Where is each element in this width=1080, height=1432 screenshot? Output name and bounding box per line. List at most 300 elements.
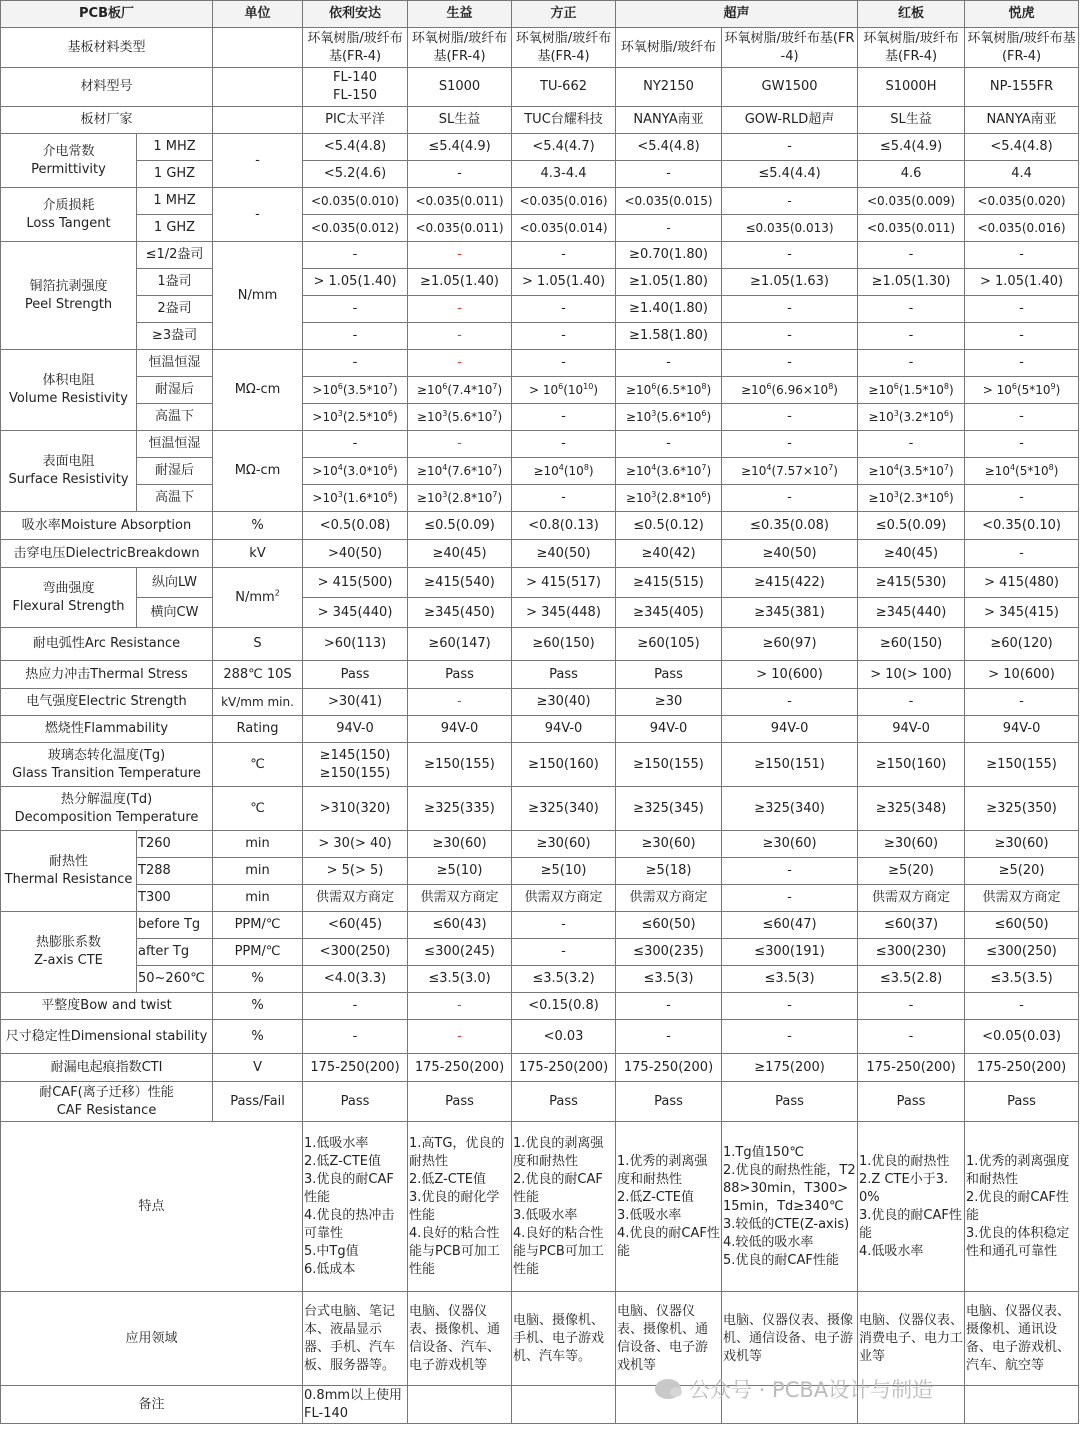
col-header-m7: 悦虎 [965,1,1079,28]
cell: 电脑、仪器仪表、摄像机、通讯设备、电子游戏机、汽车、航空等 [965,1292,1079,1386]
cell: - [303,993,408,1020]
row-tr-t288 [1,858,1079,885]
sub-label: T288 [137,858,213,885]
cell: - [722,242,858,269]
cell: GOW-RLD超声 [722,107,858,134]
cell: Pass [858,1082,965,1122]
sub-label: after Tg [137,939,213,966]
cell: 94V-0 [408,716,512,743]
cell: > $10^6(10^{10})$ [512,377,616,404]
cell: Pass [965,1082,1079,1122]
cell: - [858,993,965,1020]
cell: ≥325(348) [858,787,965,831]
cell: 电脑、仪器仪表、摄像机、通信设备、电子游戏机等 [722,1292,858,1386]
cell: ≥5(10) [512,858,616,885]
cell: >40(50) [303,540,408,568]
row-tr-t260 [1,831,1079,858]
cell: 供需双方商定 [408,885,512,912]
cell: <0.035(0.012) [303,215,408,242]
row-label: 耐热性 Thermal Resistance [1,831,137,912]
cell: 供需双方商定 [965,885,1079,912]
sub-label: T260 [137,831,213,858]
sub-label: 横向CW [137,598,213,628]
cell [858,1386,965,1424]
cell: 供需双方商定 [616,885,722,912]
row-peel-1oz [1,269,1079,296]
cell: - [616,1020,722,1054]
cell: 环氧树脂/玻纤布基(FR-4) [858,28,965,68]
row-loss-1mhz [1,188,1079,215]
cell: Pass [512,1082,616,1122]
cell: >310(320) [303,787,408,831]
unit-cell: Rating [213,716,303,743]
cell: GW1500 [722,68,858,107]
cell: - [408,993,512,1020]
row-label: 耐CAF(离子迁移）性能 CAF Resistance [1,1082,213,1122]
cell: > 1.05(1.40) [512,269,616,296]
unit-cell: ℃ [213,787,303,831]
unit-cell: min [213,831,303,858]
cell: - [408,161,512,188]
cell: $>10^4(3.0*10^6)$ [303,458,408,485]
cell: ≤300(235) [616,939,722,966]
row-moisture [1,512,1079,540]
cell: - [408,431,512,458]
sub-label: 高温下 [137,404,213,431]
col-header-m6: 红板 [858,1,965,28]
row-label: 介电常数 Permittivity [1,134,137,188]
row-cti [1,1054,1079,1082]
sub-label: 耐湿后 [137,377,213,404]
row-label: 耐电弧性Arc Resistance [1,628,213,661]
row-perm-1ghz [1,161,1079,188]
cell: <0.035(0.011) [408,215,512,242]
unit-cell [213,568,303,628]
unit-cell: PPM/℃ [213,939,303,966]
cell: $\ge 10^6(1.5*10^8)$ [858,377,965,404]
cell: <0.035(0.016) [512,188,616,215]
cell: - [616,431,722,458]
cell: <5.4(4.8) [303,134,408,161]
cell: - [722,350,858,377]
row-electric-strength [1,689,1079,716]
cell: > 5(> 5) [303,858,408,885]
row-label: 体积电阻 Volume Resistivity [1,350,137,431]
cell: ≥40(45) [408,540,512,568]
unit-sup: 2 [274,588,280,598]
row-label: 尺寸稳定性Dimensional stability [1,1020,213,1054]
cell: 0.8mm以上使用FL-140 [303,1386,408,1424]
cell: $\ge 10^4(7.6*10^7)$ [408,458,512,485]
cell: - [408,350,512,377]
cell: - [408,242,512,269]
cell [213,68,303,107]
cell: $>10^6(3.5*10^7)$ [303,377,408,404]
row-label: 板材厂家 [1,107,213,134]
cell: - [858,431,965,458]
unit-cell: kV [213,540,303,568]
cell: - [512,296,616,323]
cell: ≤0.035(0.013) [722,215,858,242]
cell: 94V-0 [965,716,1079,743]
cell: <5.4(4.8) [616,134,722,161]
sub-label: 高温下 [137,485,213,512]
unit-cell: 288℃ 10S [213,661,303,689]
unit-cell: min [213,858,303,885]
cell: ≥325(340) [512,787,616,831]
cell: - [722,431,858,458]
cell: - [512,242,616,269]
row-label: 介质损耗 Loss Tangent [1,188,137,242]
cell: <0.035(0.020) [965,188,1079,215]
cell: 1.优良的耐热性 2.Z CTE小于3.0% 3.优良的耐CAF性能 4.低吸水率 [858,1122,965,1292]
cell: ≤300(191) [722,939,858,966]
cell: <5.4(4.7) [512,134,616,161]
row-flex-lw [1,568,1079,598]
cell: <0.035(0.009) [858,188,965,215]
cell: 4.6 [858,161,965,188]
cell: ≥1.05(1.80) [616,269,722,296]
cell: $\ge 10^3(5.6*10^7)$ [408,404,512,431]
row-flammability [1,716,1079,743]
cell: $\ge 10^3(3.2*10^6)$ [858,404,965,431]
cell: - [303,431,408,458]
cell: ≥60(120) [965,628,1079,661]
cell: - [965,540,1079,568]
unit-cell: N/mm [213,242,303,350]
cell: ≥345(381) [722,598,858,628]
row-label: 热应力冲击Thermal Stress [1,661,213,689]
cell: ≤300(245) [408,939,512,966]
unit-cell: PPM/℃ [213,912,303,939]
row-perm-1mhz [1,134,1079,161]
cell: 94V-0 [303,716,408,743]
cell: - [722,1020,858,1054]
sub-label: 1 GHZ [137,161,213,188]
cell: - [965,323,1079,350]
sub-label: ≥3盎司 [137,323,213,350]
cell: > 10(600) [722,661,858,689]
cell: <0.035(0.010) [303,188,408,215]
cell: 175-250(200) [965,1054,1079,1082]
cell: ≥345(450) [408,598,512,628]
cell: > 415(517) [512,568,616,598]
cell: 1.优秀的剥离强度和耐热性 2.优良的耐CAF性能 3.优良的体积稳定性和通孔可靠性 [965,1122,1079,1292]
cell: 电脑、仪器仪表、摄像机、通信设备、汽车、电子游戏机等 [408,1292,512,1386]
row-dimensional [1,1020,1079,1054]
cell: 环氧树脂/玻纤布基(FR-4) [512,28,616,68]
cell: 环氧树脂/玻纤布基(FR-4) [408,28,512,68]
cell: - [303,323,408,350]
unit-cell: Pass/Fail [213,1082,303,1122]
cell: ≤60(50) [965,912,1079,939]
cell: - [965,485,1079,512]
cell: Pass [616,661,722,689]
cell: - [722,188,858,215]
row-notes [1,1386,1079,1424]
cell: $\ge 10^4(3.6*10^7)$ [616,458,722,485]
unit-cell: % [213,1020,303,1054]
cell: 175-250(200) [408,1054,512,1082]
row-label: 热分解温度(Td) Decomposition Temperature [1,787,213,831]
row-vol-const [1,350,1079,377]
unit-cell: S [213,628,303,661]
row-label: 铜箔抗剥强度 Peel Strength [1,242,137,350]
cell: ≥30(60) [616,831,722,858]
cell: 94V-0 [512,716,616,743]
cell: ≤300(230) [858,939,965,966]
cell: $\ge 10^4(5*10^8)$ [965,458,1079,485]
cell: 环氧树脂/玻纤布 [616,28,722,68]
cell: - [722,134,858,161]
cell: - [616,161,722,188]
cell: 供需双方商定 [858,885,965,912]
cell: ≤5.4(4.9) [858,134,965,161]
row-peel-3oz [1,323,1079,350]
cell: ≥150(155) [616,743,722,787]
cell: $\ge 10^3(5.6*10^6)$ [616,404,722,431]
cell: - [303,1020,408,1054]
cell: - [722,689,858,716]
cell: ≤0.35(0.08) [722,512,858,540]
cell: $\ge 10^4(7.57\times 10^7)$ [722,458,858,485]
cell: <0.035(0.011) [408,188,512,215]
cell: S1000 [408,68,512,107]
cell: ≥415(422) [722,568,858,598]
col-header-m1: 依利安达 [303,1,408,28]
cell: - [512,485,616,512]
cell: - [965,404,1079,431]
cell: ≥60(147) [408,628,512,661]
cell: > 30(> 40) [303,831,408,858]
row-peel-2oz [1,296,1079,323]
cell: > 1.05(1.40) [303,269,408,296]
row-label: 特点 [1,1122,303,1292]
row-caf [1,1082,1079,1122]
cell: - [965,689,1079,716]
cell: ≥5(20) [858,858,965,885]
cell: ≥415(530) [858,568,965,598]
cell: ≥60(97) [722,628,858,661]
row-cte-range [1,966,1079,993]
cell: ≥40(45) [858,540,965,568]
cell: ≥415(540) [408,568,512,598]
cell: ≤60(43) [408,912,512,939]
cell: <0.8(0.13) [512,512,616,540]
col-header-m2: 生益 [408,1,512,28]
cell: ≥150(151) [722,743,858,787]
row-loss-1ghz [1,215,1079,242]
cell: ≤3.5(3.5) [965,966,1079,993]
cell [213,107,303,134]
cell: > 345(440) [303,598,408,628]
cell: 175-250(200) [512,1054,616,1082]
row-breakdown [1,540,1079,568]
cell: $\ge 10^3(2.8*10^6)$ [616,485,722,512]
row-peel-half [1,242,1079,269]
cell: - [858,323,965,350]
row-applications [1,1292,1079,1386]
cell: ≤0.5(0.12) [616,512,722,540]
row-label: 应用领域 [1,1292,303,1386]
cell: 94V-0 [616,716,722,743]
cell: 环氧树脂/玻纤布基(FR-4) [722,28,858,68]
cell: $\ge 10^6(6.96\times 10^8)$ [722,377,858,404]
sub-label: ≤1/2盎司 [137,242,213,269]
cell [512,1386,616,1424]
cell: - [303,350,408,377]
cell: S1000H [858,68,965,107]
row-td [1,787,1079,831]
cell: <0.035(0.015) [616,188,722,215]
cell: $\ge 10^4(10^8)$ [512,458,616,485]
cell: ≤0.5(0.09) [408,512,512,540]
cell: 供需双方商定 [303,885,408,912]
cell: 1.Tg值150℃ 2.优良的耐热性能，T288>30min，T300>15min，Td≥340℃ 3.较低的CTE(Z-axis) 4.较低的吸水率 5.优良的耐CAF性能 [722,1122,858,1292]
cell: - [722,858,858,885]
cell: ≥0.70(1.80) [616,242,722,269]
row-label: 耐漏电起痕指数CTI [1,1054,213,1082]
cell: ≥325(345) [616,787,722,831]
cell: ≥5(18) [616,858,722,885]
cell: > 415(480) [965,568,1079,598]
sub-label: 恒温恒湿 [137,431,213,458]
cell: - [408,689,512,716]
watermark-text: 公众号 · PCBA设计与制造 [689,1378,934,1402]
cell: ≥30(60) [512,831,616,858]
cell: FL-140 FL-150 [303,68,408,107]
unit-cell: min [213,885,303,912]
cell: - [303,296,408,323]
unit-cell: V [213,1054,303,1082]
cell: - [408,296,512,323]
cell: NY2150 [616,68,722,107]
cell: ≥30(60) [408,831,512,858]
cell [965,1386,1079,1424]
row-label: 材料型号 [1,68,213,107]
cell: ≥30(60) [722,831,858,858]
cell: ≥30(60) [858,831,965,858]
row-vol-hot [1,404,1079,431]
cell: ≤300(250) [965,939,1079,966]
row-arc [1,628,1079,661]
sub-label: T300 [137,885,213,912]
cell: 环氧树脂/玻纤布基(FR-4) [965,28,1079,68]
cell: 电脑、仪器仪表、消费电子、电力工业等 [858,1292,965,1386]
cell: Pass [512,661,616,689]
cell: $>10^3(1.6*10^6)$ [303,485,408,512]
unit-cell: - [213,134,303,188]
cell: 电脑、仪器仪表、摄像机、通信设备、电子游戏机等 [616,1292,722,1386]
sub-label: 2盎司 [137,296,213,323]
cell: <0.15(0.8) [512,993,616,1020]
cell: - [965,350,1079,377]
unit-cell: MΩ-cm [213,431,303,512]
row-features [1,1122,1079,1292]
row-label: 玻璃态转化温度(Tg) Glass Transition Temperature [1,743,213,787]
cell: - [722,885,858,912]
row-label: 平整度Bow and twist [1,993,213,1020]
cell: $>10^3(2.5*10^6)$ [303,404,408,431]
unit-cell: MΩ-cm [213,350,303,431]
cell: NP-155FR [965,68,1079,107]
row-maker [1,107,1079,134]
cell: ≥345(405) [616,598,722,628]
cell: - [965,296,1079,323]
cell: <300(250) [303,939,408,966]
col-header-unit: 单位 [213,1,303,28]
cell: ≥1.05(1.63) [722,269,858,296]
row-tr-t300 [1,885,1079,912]
cell: 4.3-4.4 [512,161,616,188]
cell: NANYA南亚 [616,107,722,134]
cell: - [303,242,408,269]
cell: - [722,993,858,1020]
cell: 175-250(200) [303,1054,408,1082]
cell: ≥1.05(1.40) [408,269,512,296]
cell: - [616,215,722,242]
cell: <4.0(3.3) [303,966,408,993]
cell: ≤5.4(4.4) [722,161,858,188]
cell: 供需双方商定 [512,885,616,912]
cell: 175-250(200) [616,1054,722,1082]
cell: ≥30 [616,689,722,716]
cell: - [722,296,858,323]
row-tg [1,743,1079,787]
cell: - [722,404,858,431]
cell: Pass [408,661,512,689]
cell: ≥30(40) [512,689,616,716]
cell: 4.4 [965,161,1079,188]
cell: <0.5(0.08) [303,512,408,540]
cell: ≥145(150) ≥150(155) [303,743,408,787]
cell: > 10(600) [965,661,1079,689]
cell: >60(113) [303,628,408,661]
cell: > 1.05(1.40) [965,269,1079,296]
cell: 1.优秀的剥离强度和耐热性 2.低Z-CTE值 3.低吸水率 4.优良的耐CAF性能 [616,1122,722,1292]
row-cte-after [1,939,1079,966]
cell: >30(41) [303,689,408,716]
sub-label: 1 GHZ [137,215,213,242]
cell: $\ge 10^3(2.3*10^6)$ [858,485,965,512]
cell: - [858,1020,965,1054]
cell: 175-250(200) [858,1054,965,1082]
row-bow [1,993,1079,1020]
row-model [1,68,1079,107]
cell: - [722,323,858,350]
cell: - [512,912,616,939]
row-label: 热膨胀系数 Z-axis CTE [1,912,137,993]
unit-cell: % [213,993,303,1020]
cell: ≤60(50) [616,912,722,939]
cell: ≥325(340) [722,787,858,831]
cell: <5.4(4.8) [965,134,1079,161]
cell: - [512,939,616,966]
cell: ≥60(105) [616,628,722,661]
cell: ≥5(10) [408,858,512,885]
row-label: 燃烧性Flammability [1,716,213,743]
cell: ≤60(47) [722,912,858,939]
cell: 台式电脑、笔记本、液晶显示器、手机、汽车板、服务器等。 [303,1292,408,1386]
cell [616,1386,722,1424]
row-label: 电气强度Electric Strength [1,689,213,716]
row-label: 基板材料类型 [1,28,213,68]
cell: ≤5.4(4.9) [408,134,512,161]
cell: - [512,350,616,377]
cell: Pass [303,661,408,689]
cell: - [858,350,965,377]
cell: ≥325(335) [408,787,512,831]
